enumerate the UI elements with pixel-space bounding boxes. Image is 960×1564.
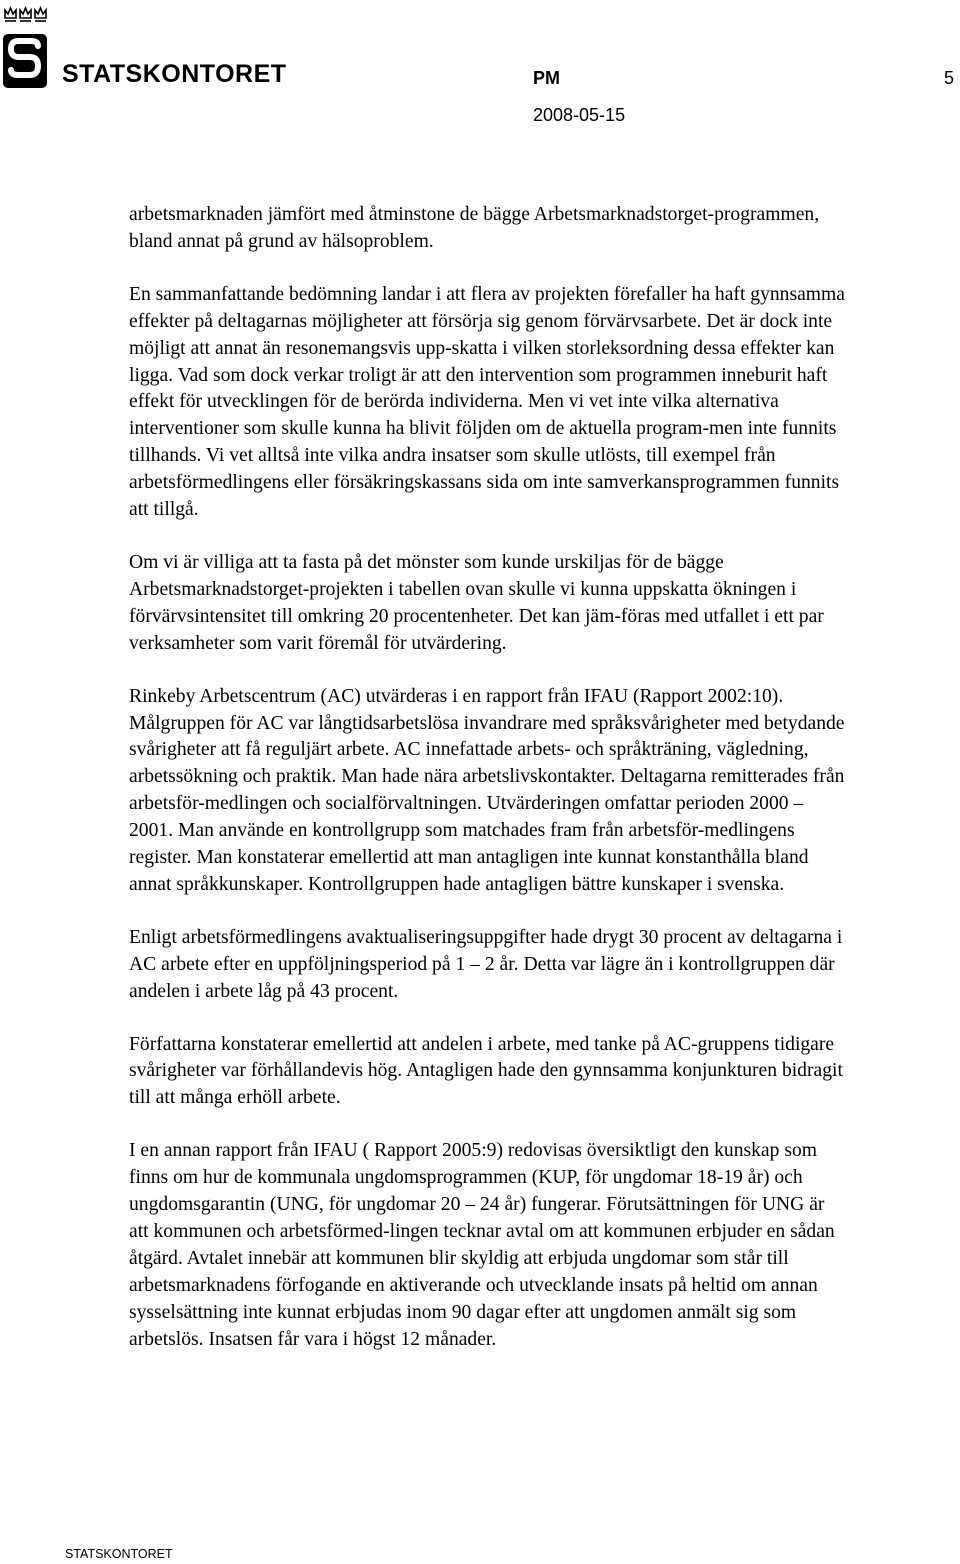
body-paragraph: Författarna konstaterar emellertid att andelen i arbete, med tanke på AC-gruppens tidigare svårigheter var förhållandevis hög. Antagligen hade den gynnsamma konjunkturen bidragit till att många erhöll arbete. [129,1033,843,1109]
statskontoret-logo [2,4,50,90]
s-emblem-icon [3,34,47,88]
document-body [129,202,845,1380]
three-crowns-icon [5,8,46,21]
body-paragraph: arbetsmarknaden jämfört med åtminstone de bägge Arbetsmarknadstorget-programmen, bland annat på grund av hälsoproblem. [129,204,820,252]
document-date: 2008-05-15 [533,105,626,125]
body-paragraph: I en annan rapport från IFAU ( Rapport 2005:9) redovisas översiktligt den kunskap som finns om hur de kommunala ungdomsprogrammen (KUP, för ungdomar 18-19 år) och ungdomsgarantin (UNG, för ungdomar 20 – 24 år) fungerar. Förutsättningen för UNG är att kommunen och arbetsförmed-lingen tecknar avtal om att kommunen erbjuder en sådan åtgärd. Avtalet innebär att kommunen blir skyldig att erbjuda ungdomar som står till arbetsmarknadens förfogande en aktiverande och utvecklande insats på heltid om annan sysselsättning inte kunnat erbjudas inom 90 dagar efter att ungdomen anmält sig som arbetslös. Insatsen får vara i högst 12 månader. [129,1140,835,1350]
page-number: 5 [944,68,955,88]
body-paragraph: Rinkeby Arbetscentrum (AC) utvärderas i en rapport från IFAU (Rapport 2002:10). Målgruppen för AC var långtidsarbetslösa invandrare med språksvårigheter med betydande svårigheter att få reguljärt arbete. AC innefattade arbets- och språkträning, vägledning, arbetssökning och praktik. Man hade nära arbetslivskontakter. Deltagarna remitterades från arbetsför-medlingen och socialförvaltningen. Utvärderingen omfattar perioden 2000 – 2001. Man använde en kontrollgrupp som matchades fram från arbetsför-medlingens register. Man konstaterar emellertid att man antagligen inte kunnat konstanthålla bland annat språkkunskaper. Kontrollgruppen hade antagligen bättre kunskaper i svenska. [129,685,845,895]
body-paragraph: En sammanfattande bedömning landar i att flera av projekten förefaller ha haft gynnsamma effekter på deltagarnas möjligheter att försörja sig genom förvärvsarbete. Det är dock inte möjligt att annat än resonemangsvis upp-skatta i vilken storleksordning dessa effekter kan ligga. Vad som dock verkar troligt är att den intervention som programmen inneburit haft effekt för utvecklingen för de berörda individerna. Men vi vet inte vilka alternativa interventioner som skulle kunna ha blivit följden om de aktuella program-men inte funnits tillhands. Vi vet alltså inte vilka andra insatser som skulle utlösts, till exempel från arbetsförmedlingens eller försäkringskassans sida om inte samverkansprogrammen funnits att tillgå. [129,283,845,521]
body-paragraph: Enligt arbetsförmedlingens avaktualiseringsuppgifter hade drygt 30 procent av deltagarna i AC arbete efter en uppföljningsperiod på 1 – 2 år. Detta var lägre än i kontrollgruppen där andelen i arbete låg på 43 procent. [129,926,843,1002]
body-paragraph: Om vi är villiga att ta fasta på det mönster som kunde urskiljas för de bägge Arbetsmarknadstorget-projekten i tabellen ovan skulle vi kunna uppskatta ökningen i förvärvsintensitet till omkring 20 procentenheter. Det kan jäm-föras med utfallet i ett par verksamheter som varit föremål för utvärdering. [129,551,824,654]
organization-name: STATSKONTORET [62,60,287,88]
footer-organization: STATSKONTORET [65,1547,173,1561]
document-type: PM [533,68,560,88]
